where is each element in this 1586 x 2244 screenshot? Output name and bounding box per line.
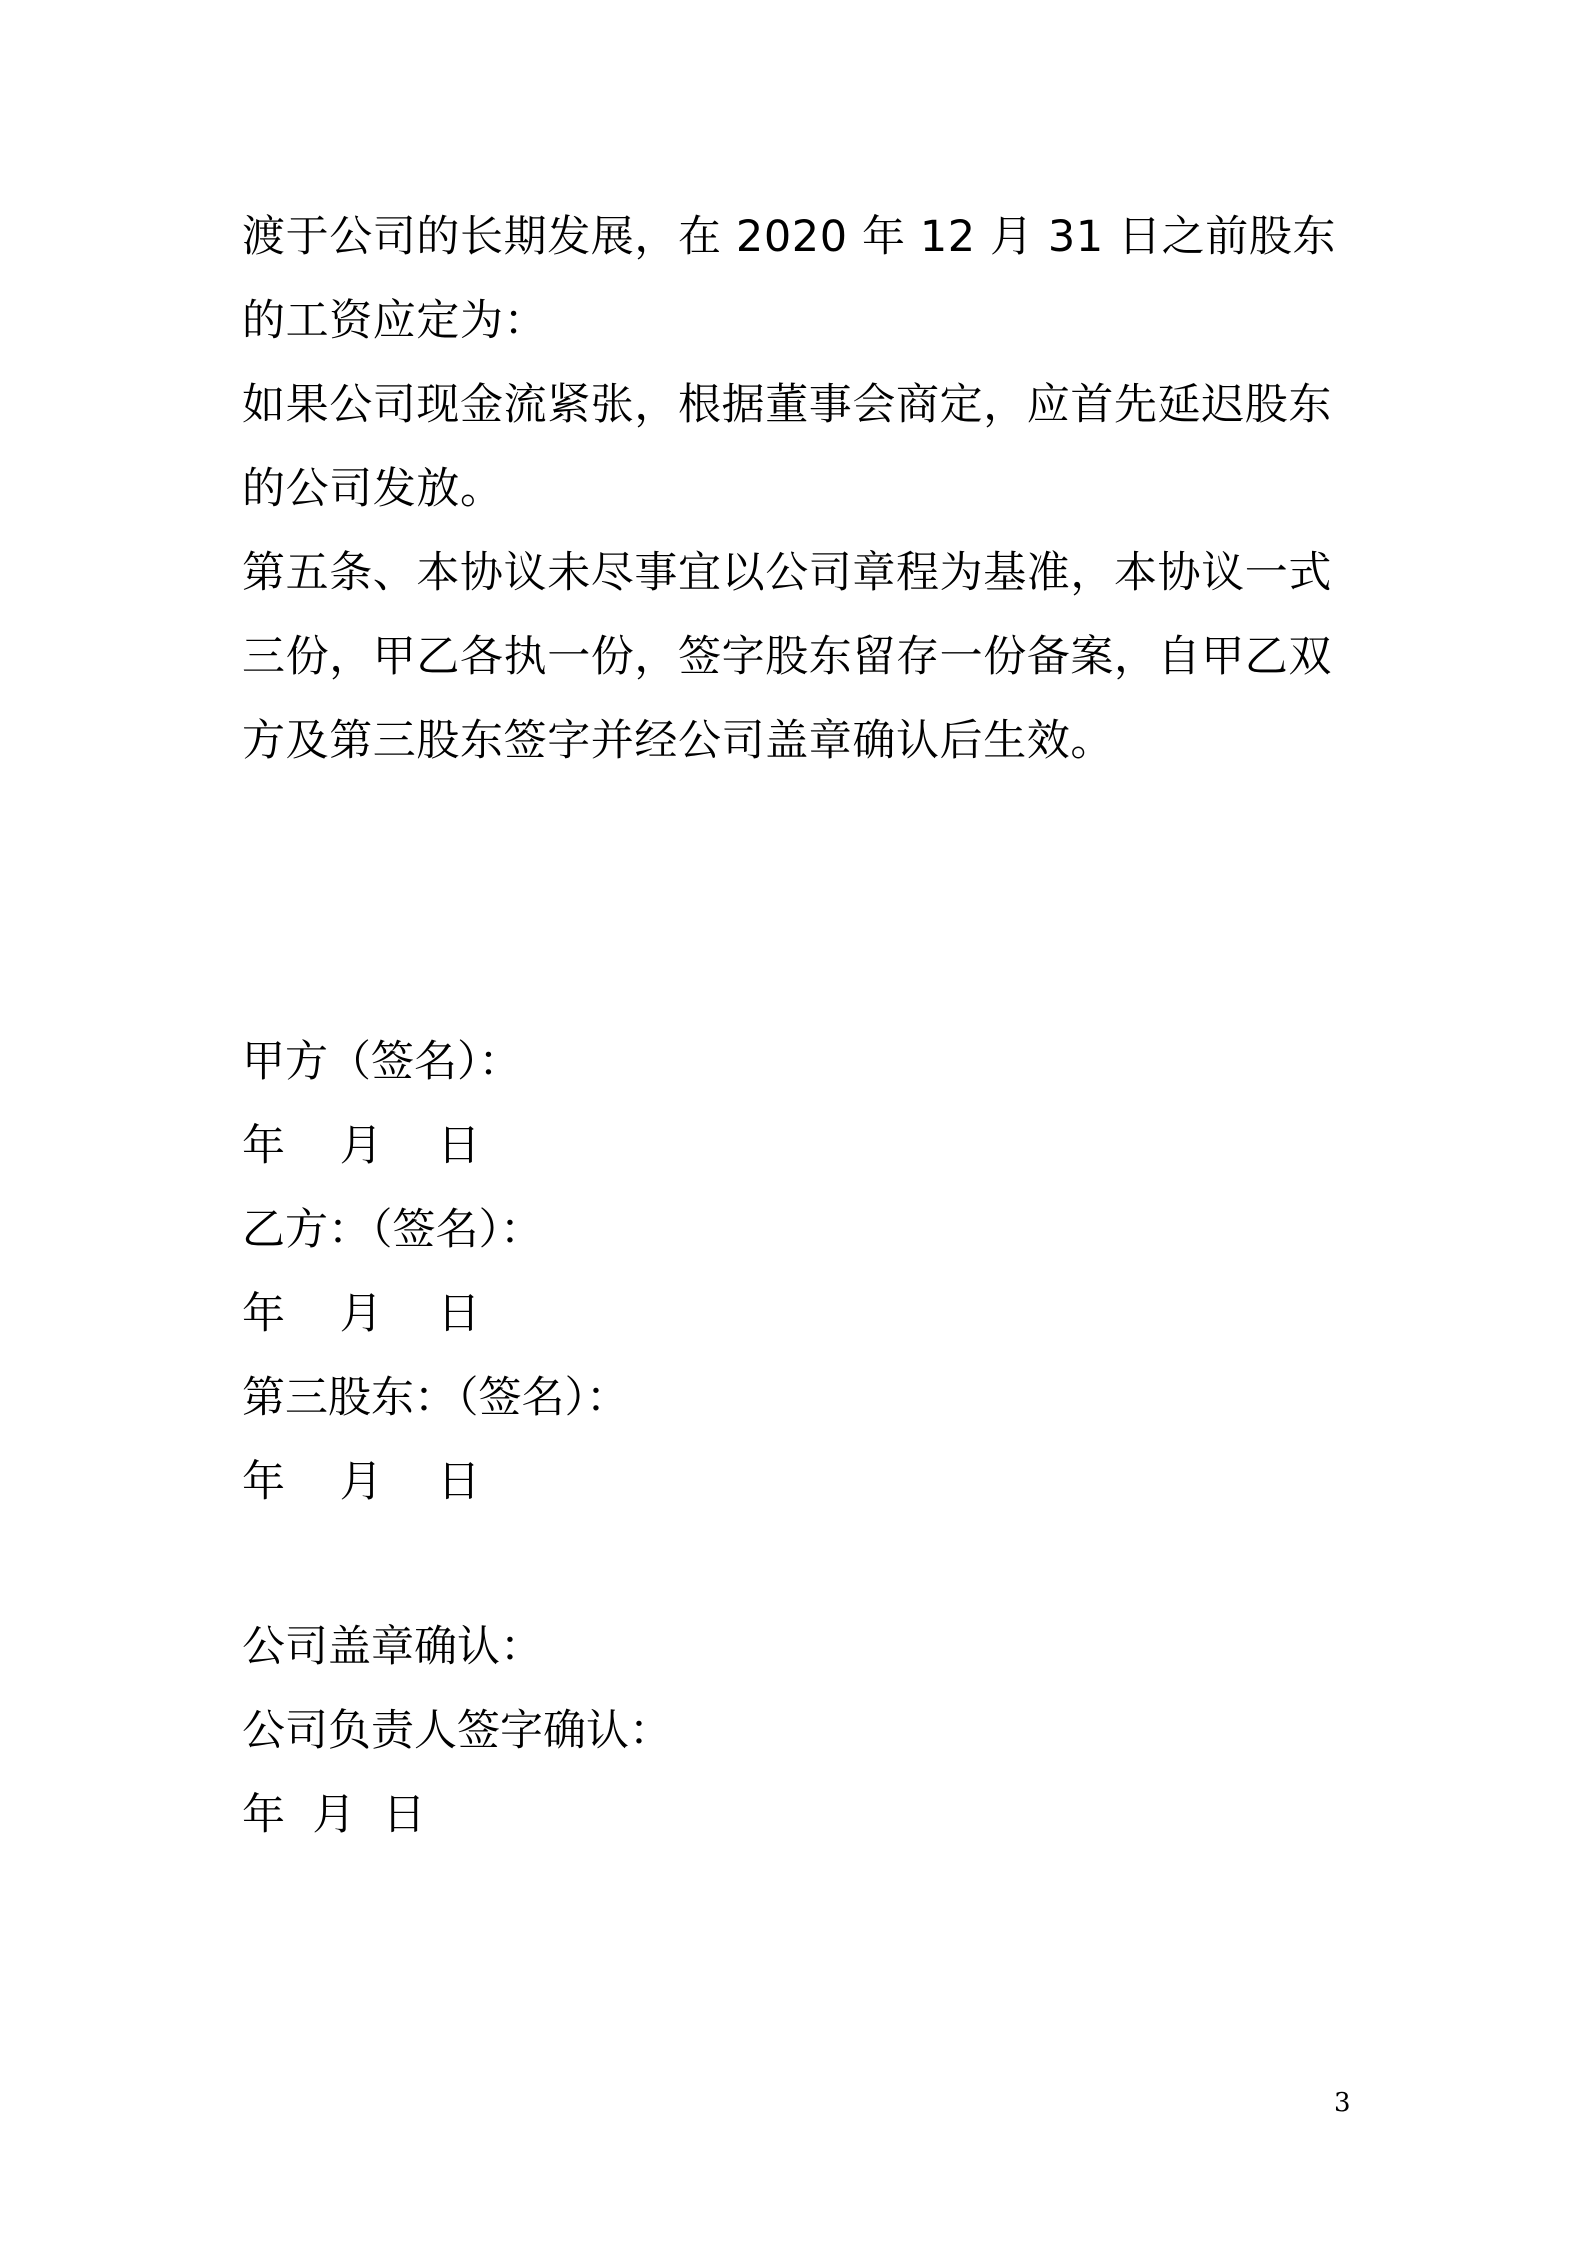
- paragraph-cashflow: 如果公司现金流紧张，根据董事会商定，应首先延迟股东的公司发放。: [242, 380, 1332, 514]
- company-seal-label: 公司盖章确认：: [242, 1622, 543, 1672]
- third-shareholder-date: 年 月 日: [242, 1457, 481, 1507]
- paragraph-salary: 渡于公司的长期发展，在 2020 年 12 月 31 日之前股东的工资应定为：: [242, 212, 1337, 346]
- company-responsible-label: 公司负责人签字确认：: [242, 1706, 672, 1756]
- company-date: 年 月 日: [242, 1790, 426, 1840]
- party-a-date: 年 月 日: [242, 1121, 481, 1171]
- third-shareholder-signature-label: 第三股东：（签名）：: [242, 1373, 629, 1423]
- signature-block: [242, 1020, 1242, 1524]
- party-a-signature-label: 甲方（签名）：: [242, 1037, 522, 1087]
- party-b-date: 年 月 日: [242, 1289, 481, 1339]
- page-number: 3: [1334, 2088, 1351, 2118]
- company-confirmation-block: [242, 1605, 1242, 1857]
- paragraph-article-five: 第五条、本协议未尽事宜以公司章程为基准，本协议一式三份，甲乙各执一份，签字股东留存一份备案，自甲乙双方及第三股东签字并经公司盖章确认后生效。: [242, 548, 1332, 766]
- party-b-signature-label: 乙方：（签名）：: [242, 1205, 543, 1255]
- document-body: [242, 195, 1362, 783]
